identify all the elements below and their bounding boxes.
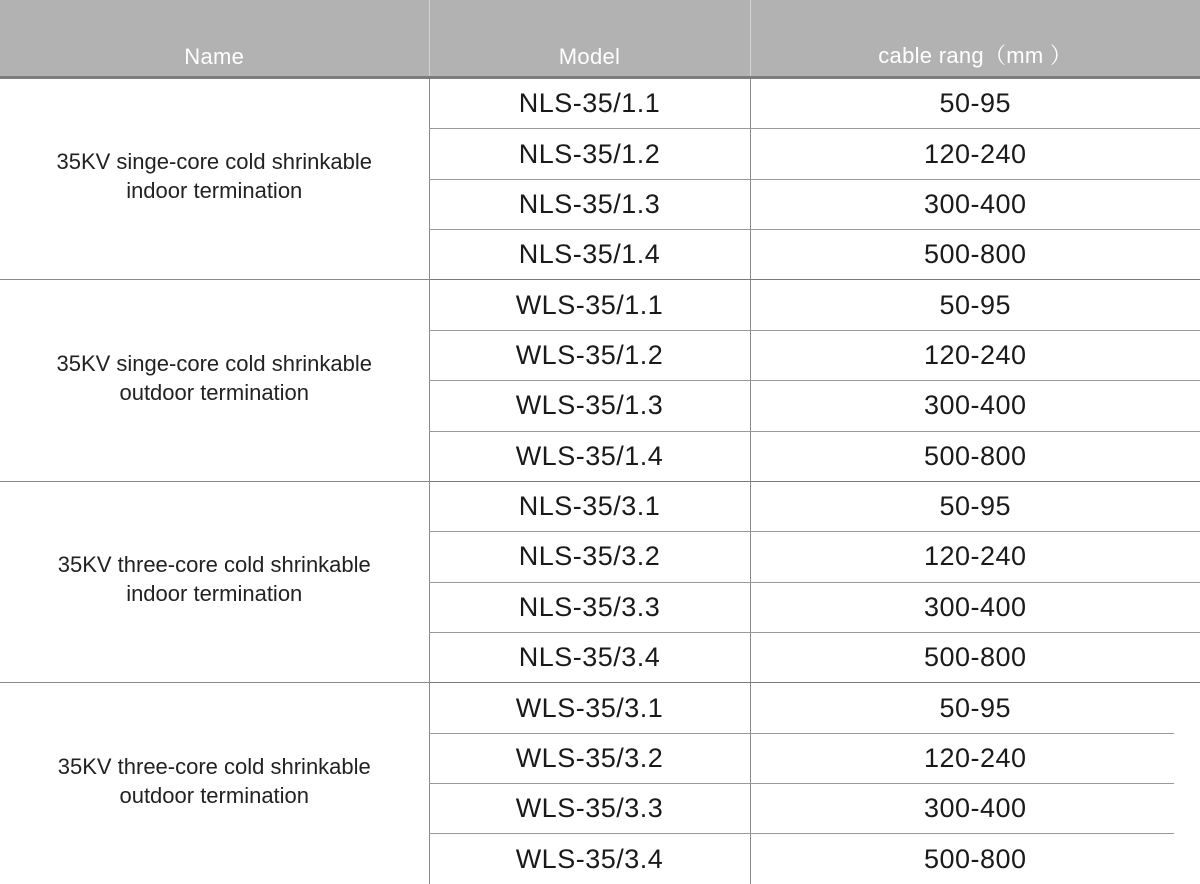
model-cell: WLS-35/1.2 [429, 330, 750, 380]
header-cable-range: cable rang（mm ） [750, 0, 1200, 78]
model-cell: WLS-35/1.4 [429, 431, 750, 481]
cable-range-cell: 300-400 [750, 582, 1200, 632]
cable-range-cell: 300-400 [750, 179, 1200, 229]
cable-range-cell: 120-240 [750, 733, 1200, 783]
product-name-line1: 35KV singe-core cold shrinkable [56, 149, 372, 175]
edge-mask [1174, 731, 1200, 884]
header-name: Name [0, 0, 429, 78]
model-cell: NLS-35/3.1 [429, 481, 750, 531]
table-row [0, 481, 1200, 531]
product-name-line2: indoor termination [126, 581, 303, 607]
cable-range-cell: 120-240 [750, 129, 1200, 179]
model-cell: NLS-35/1.3 [429, 179, 750, 229]
product-name-line1: 35KV three-core cold shrinkable [57, 552, 371, 578]
model-cell: WLS-35/1.3 [429, 381, 750, 431]
model-cell: WLS-35/1.1 [429, 280, 750, 330]
cable-range-cell: 500-800 [750, 632, 1200, 682]
table-row [0, 683, 1200, 733]
product-name-cell [0, 78, 429, 280]
model-cell: NLS-35/1.4 [429, 230, 750, 280]
table-body [0, 78, 1200, 884]
cable-range-cell: 300-400 [750, 381, 1200, 431]
cable-range-cell: 500-800 [750, 834, 1200, 884]
product-name-line1: 35KV singe-core cold shrinkable [56, 350, 372, 376]
cable-range-cell: 50-95 [750, 280, 1200, 330]
product-name-line2: outdoor termination [119, 379, 310, 405]
cable-range-cell: 500-800 [750, 230, 1200, 280]
header-row [0, 0, 1200, 78]
cable-range-cell: 50-95 [750, 78, 1200, 129]
cable-range-cell: 500-800 [750, 431, 1200, 481]
product-name-line1: 35KV three-core cold shrinkable [57, 753, 371, 779]
model-cell: NLS-35/1.2 [429, 129, 750, 179]
table-row [0, 78, 1200, 129]
model-cell: NLS-35/3.3 [429, 582, 750, 632]
model-cell: NLS-35/3.4 [429, 632, 750, 682]
product-name-cell [0, 481, 429, 682]
model-cell: NLS-35/1.1 [429, 78, 750, 129]
cable-range-cell: 50-95 [750, 481, 1200, 531]
table-row [0, 280, 1200, 330]
product-name-cell [0, 683, 429, 884]
model-cell: WLS-35/3.4 [429, 834, 750, 884]
model-cell: WLS-35/3.1 [429, 683, 750, 733]
cable-range-cell: 120-240 [750, 330, 1200, 380]
table-header [0, 0, 1200, 78]
header-model: Model [429, 0, 750, 78]
cable-range-cell: 120-240 [750, 532, 1200, 582]
model-cell: WLS-35/3.3 [429, 784, 750, 834]
cable-range-cell: 50-95 [750, 683, 1200, 733]
product-name-line2: outdoor termination [119, 782, 310, 808]
model-cell: NLS-35/3.2 [429, 532, 750, 582]
product-name-cell [0, 280, 429, 481]
product-name-line2: indoor termination [126, 178, 303, 204]
model-cell: WLS-35/3.2 [429, 733, 750, 783]
cable-range-cell: 300-400 [750, 784, 1200, 834]
